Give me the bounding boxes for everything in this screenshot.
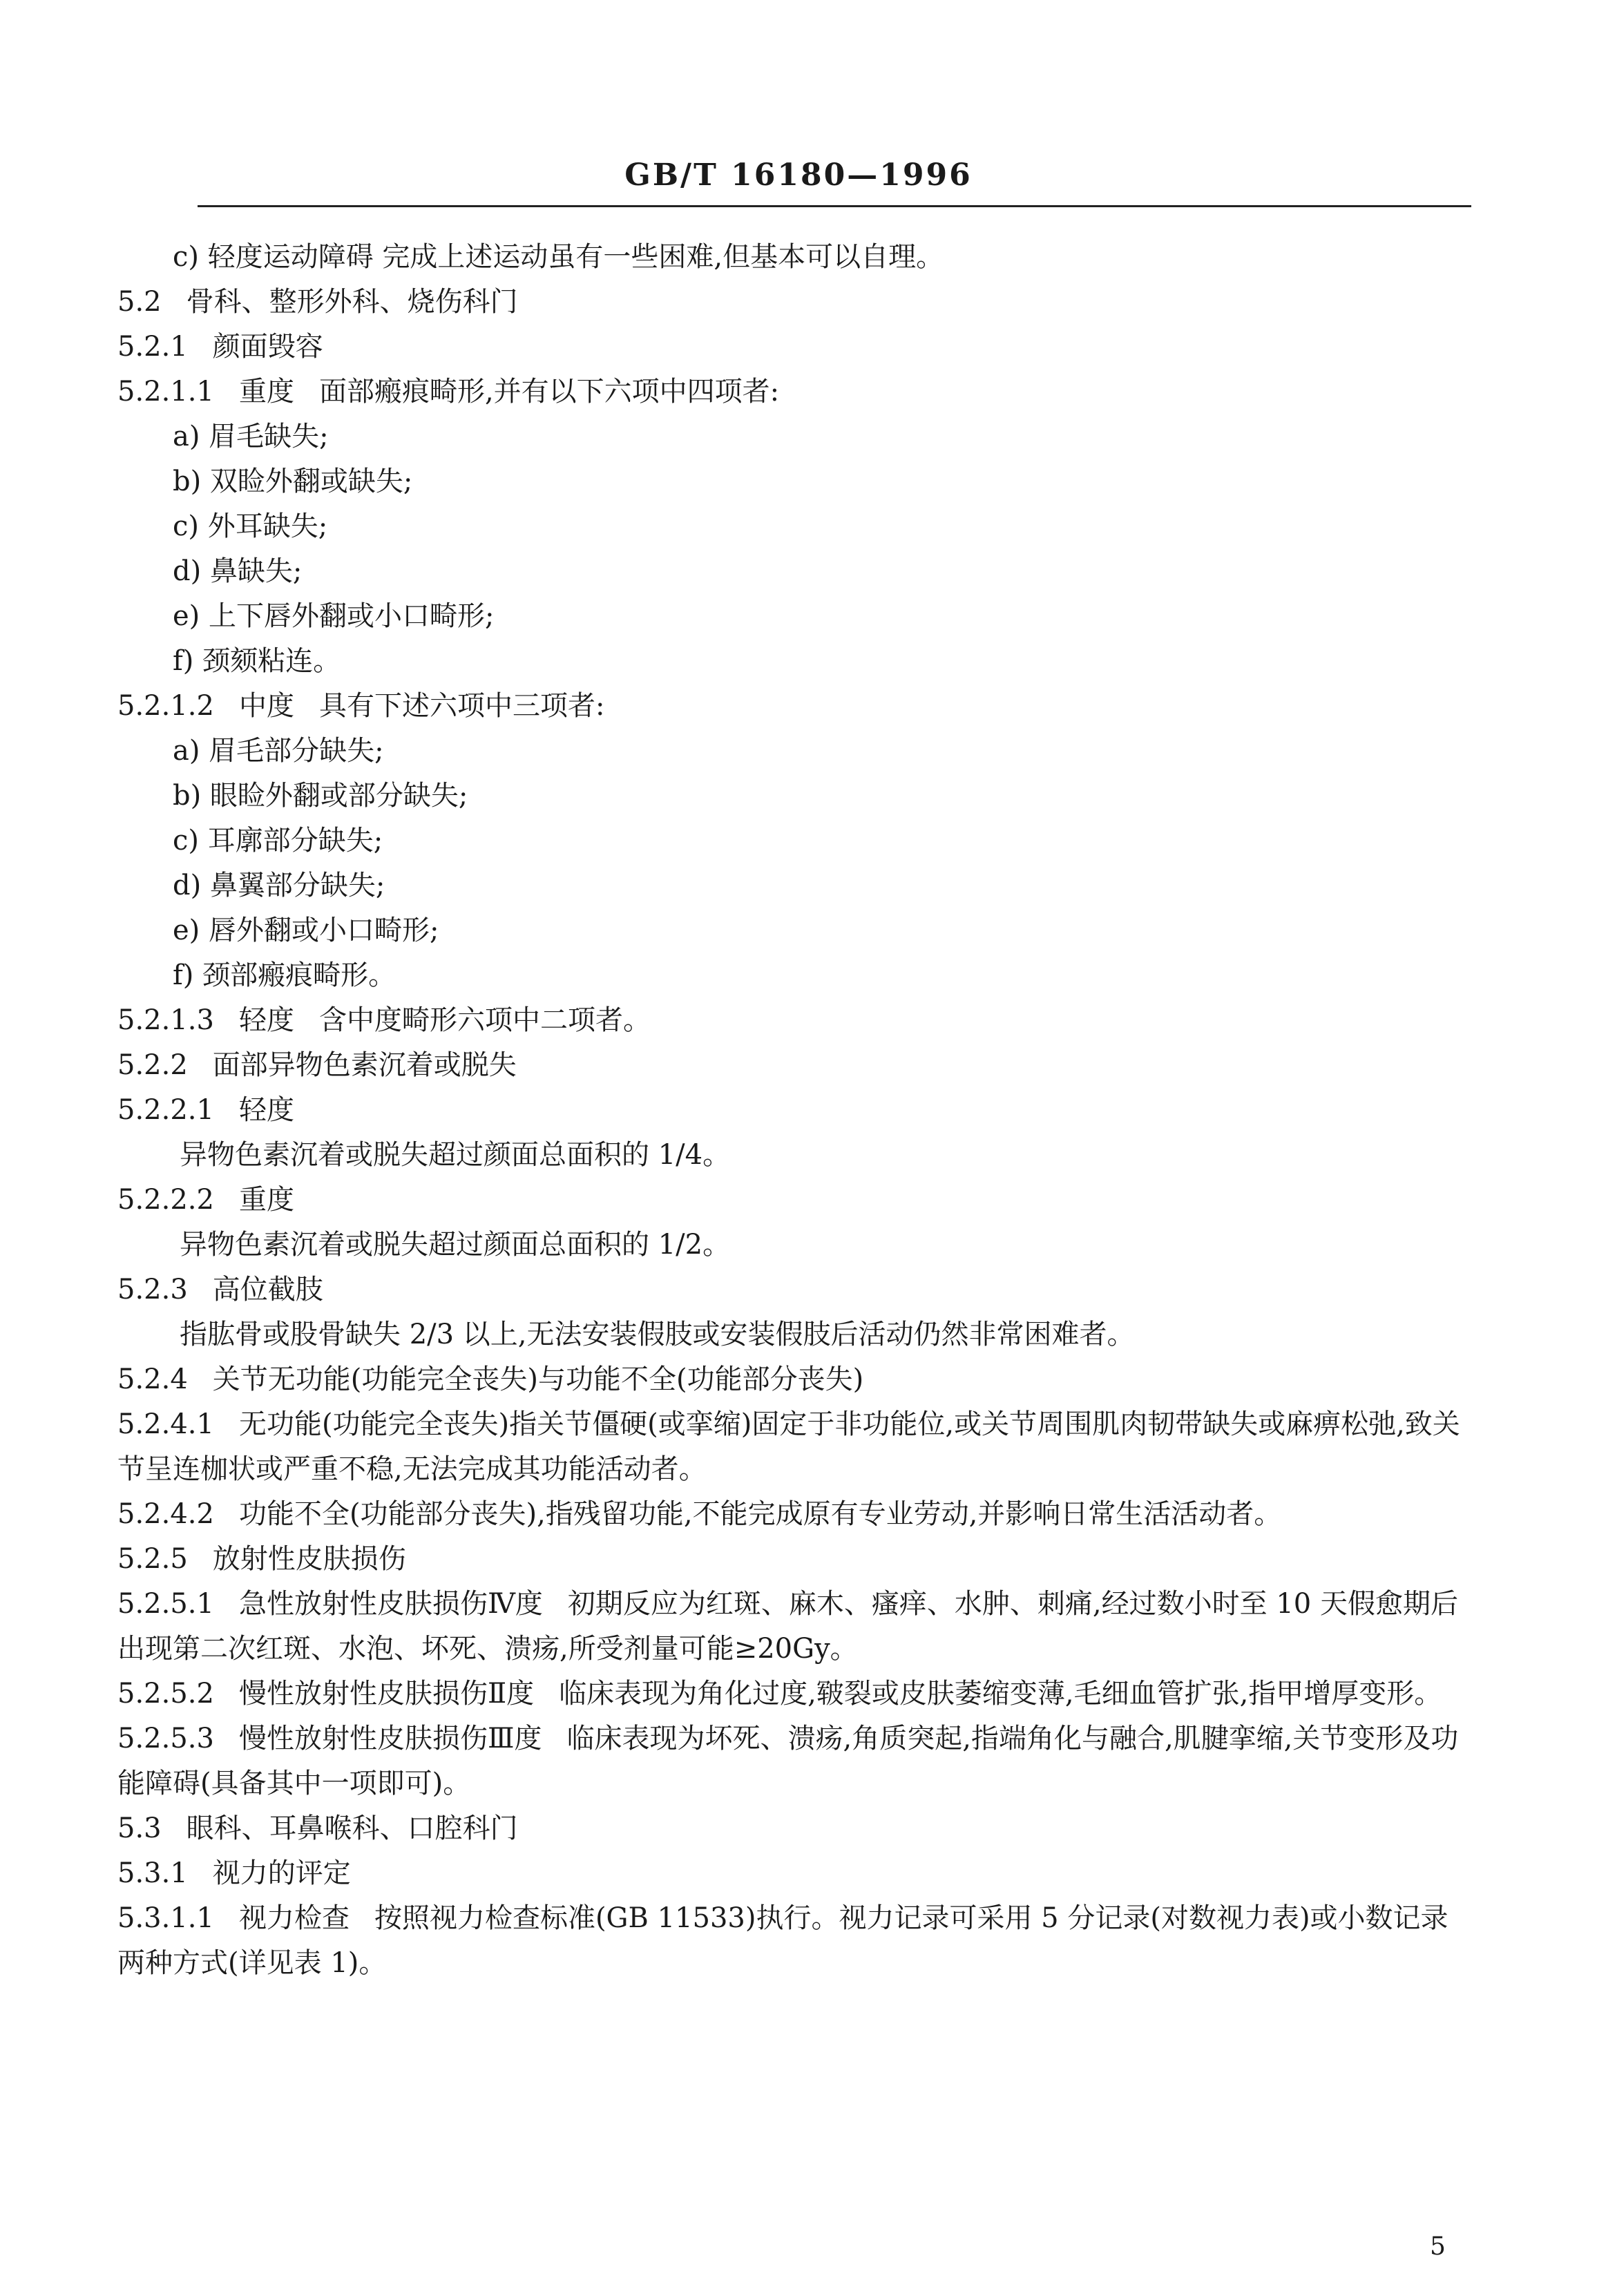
- section-number: 5.2.5: [117, 1543, 188, 1575]
- clause-text: 含中度畸形六项中二项者。: [318, 1004, 651, 1036]
- list-item: c) 轻度运动障碍 完成上述运动虽有一些困难,但基本可以自理。: [173, 241, 944, 273]
- list-item: e) 唇外翻或小口畸形;: [173, 915, 439, 946]
- section-title: 轻度: [238, 1094, 294, 1126]
- list-item: c) 外耳缺失;: [173, 510, 328, 542]
- list-item: a) 眉毛缺失;: [173, 421, 329, 452]
- page-number: 5: [1430, 2232, 1446, 2261]
- section-heading: [117, 325, 1471, 370]
- section-number: 5.2.1.1: [117, 376, 214, 408]
- clause-text: 具有下述六项中三项者:: [318, 690, 605, 722]
- clause: [117, 370, 1471, 414]
- clause-text: 功能不全(功能部分丧失),指残留功能,不能完成原有专业劳动,并影响日常生活活动者。: [238, 1498, 1282, 1530]
- section-heading: [117, 1806, 1471, 1851]
- clause-text: 无功能(功能完全丧失)指关节僵硬(或挛缩)固定于非功能位,或关节周围肌肉韧带缺失或麻痹松弛,致关节呈连枷状或严重不稳,无法完成其功能活动者。: [117, 1408, 1460, 1485]
- clause-term: 中度: [238, 690, 294, 722]
- section-number: 5.2.1.3: [117, 1004, 214, 1036]
- paragraph: 指肱骨或股骨缺失 2/3 以上,无法安装假肢或安装假肢后活动仍然非常困难者。: [180, 1319, 1135, 1350]
- section-number: 5.2.2.1: [117, 1094, 214, 1126]
- section-number: 5.3: [117, 1812, 162, 1844]
- clause-term: 慢性放射性皮肤损伤Ⅲ度: [238, 1723, 542, 1754]
- section-number: 5.3.1: [117, 1857, 188, 1889]
- section-title: 重度: [238, 1184, 294, 1216]
- section-number: 5.2.1.2: [117, 690, 214, 722]
- section-heading: [117, 1043, 1471, 1088]
- clause: [117, 1492, 1471, 1537]
- list-item: a) 眉毛部分缺失;: [173, 735, 384, 767]
- clause: [117, 1716, 1471, 1806]
- section-heading: [117, 1178, 1471, 1223]
- paragraph: 异物色素沉着或脱失超过颜面总面积的 1/2。: [180, 1229, 731, 1261]
- section-title: 放射性皮肤损伤: [212, 1543, 406, 1575]
- list-item: f) 颈部瘢痕畸形。: [173, 959, 396, 991]
- section-number: 5.2.4: [117, 1364, 188, 1395]
- clause: [117, 1896, 1471, 1986]
- clause-term: 急性放射性皮肤损伤Ⅳ度: [238, 1588, 543, 1620]
- clause-term: 轻度: [238, 1004, 294, 1036]
- section-title: 面部异物色素沉着或脱失: [212, 1049, 517, 1081]
- standard-code-header: GB/T 16180—1996: [624, 157, 973, 193]
- list-item: e) 上下唇外翻或小口畸形;: [173, 600, 495, 632]
- section-heading: [117, 1267, 1471, 1312]
- section-number: 5.3.1.1: [117, 1902, 214, 1934]
- section-title: 眼科、耳鼻喉科、口腔科门: [186, 1812, 518, 1844]
- clause: [117, 684, 1471, 729]
- section-title: 视力的评定: [212, 1857, 351, 1889]
- list-item: b) 双睑外翻或缺失;: [173, 466, 413, 497]
- clause: [117, 1582, 1471, 1672]
- section-title: 颜面毁容: [212, 331, 323, 363]
- section-number: 5.2.5.1: [117, 1588, 214, 1620]
- section-number: 5.2.2.2: [117, 1184, 214, 1216]
- header-rule: [198, 205, 1471, 207]
- clause: [117, 1402, 1471, 1492]
- clause-text: 临床表现为角化过度,皲裂或皮肤萎缩变薄,毛细血管扩张,指甲增厚变形。: [559, 1678, 1442, 1710]
- clause-term: 重度: [238, 376, 294, 408]
- list-item: d) 鼻翼部分缺失;: [173, 870, 385, 901]
- clause-term: 慢性放射性皮肤损伤Ⅱ度: [238, 1678, 535, 1710]
- clause-text: 按照视力检查标准(GB 11533)执行。视力记录可采用 5 分记录(对数视力表)或小数记录两种方式(详见表 1)。: [117, 1902, 1448, 1979]
- section-heading: [117, 280, 1471, 325]
- section-heading: [117, 1537, 1471, 1582]
- section-heading: [117, 1851, 1471, 1896]
- section-number: 5.2.3: [117, 1274, 188, 1305]
- section-number: 5.2.5.3: [117, 1723, 214, 1754]
- section-number: 5.2: [117, 286, 162, 318]
- list-item: f) 颈颏粘连。: [173, 645, 341, 677]
- section-heading: [117, 1357, 1471, 1402]
- section-title: 骨科、整形外科、烧伤科门: [186, 286, 518, 318]
- clause-term: 视力检查: [238, 1902, 350, 1934]
- section-title: 关节无功能(功能完全丧失)与功能不全(功能部分丧失): [212, 1364, 864, 1395]
- list-item: d) 鼻缺失;: [173, 555, 303, 587]
- clause: [117, 998, 1471, 1043]
- section-number: 5.2.4.1: [117, 1408, 214, 1440]
- list-item: c) 耳廓部分缺失;: [173, 825, 383, 857]
- clause-text: 初期反应为红斑、麻木、瘙痒、水肿、刺痛,经过数小时至 10 天假愈期后出现第二次红斑、水泡、坏死、溃疡,所受剂量可能≥20Gy。: [117, 1588, 1458, 1665]
- clause: [117, 1672, 1471, 1716]
- section-number: 5.2.5.2: [117, 1678, 214, 1710]
- list-item: b) 眼睑外翻或部分缺失;: [173, 780, 468, 812]
- clause-text: 面部瘢痕畸形,并有以下六项中四项者:: [318, 376, 780, 408]
- section-heading: [117, 1088, 1471, 1133]
- section-title: 高位截肢: [212, 1274, 323, 1305]
- document-body: [117, 235, 1471, 1986]
- paragraph: 异物色素沉着或脱失超过颜面总面积的 1/4。: [180, 1139, 731, 1171]
- section-number: 5.2.1: [117, 331, 188, 363]
- clause-text: 临床表现为坏死、溃疡,角质突起,指端角化与融合,肌腱挛缩,关节变形及功能障碍(具备其中一项即可)。: [117, 1723, 1459, 1799]
- section-number: 5.2.4.2: [117, 1498, 214, 1530]
- section-number: 5.2.2: [117, 1049, 188, 1081]
